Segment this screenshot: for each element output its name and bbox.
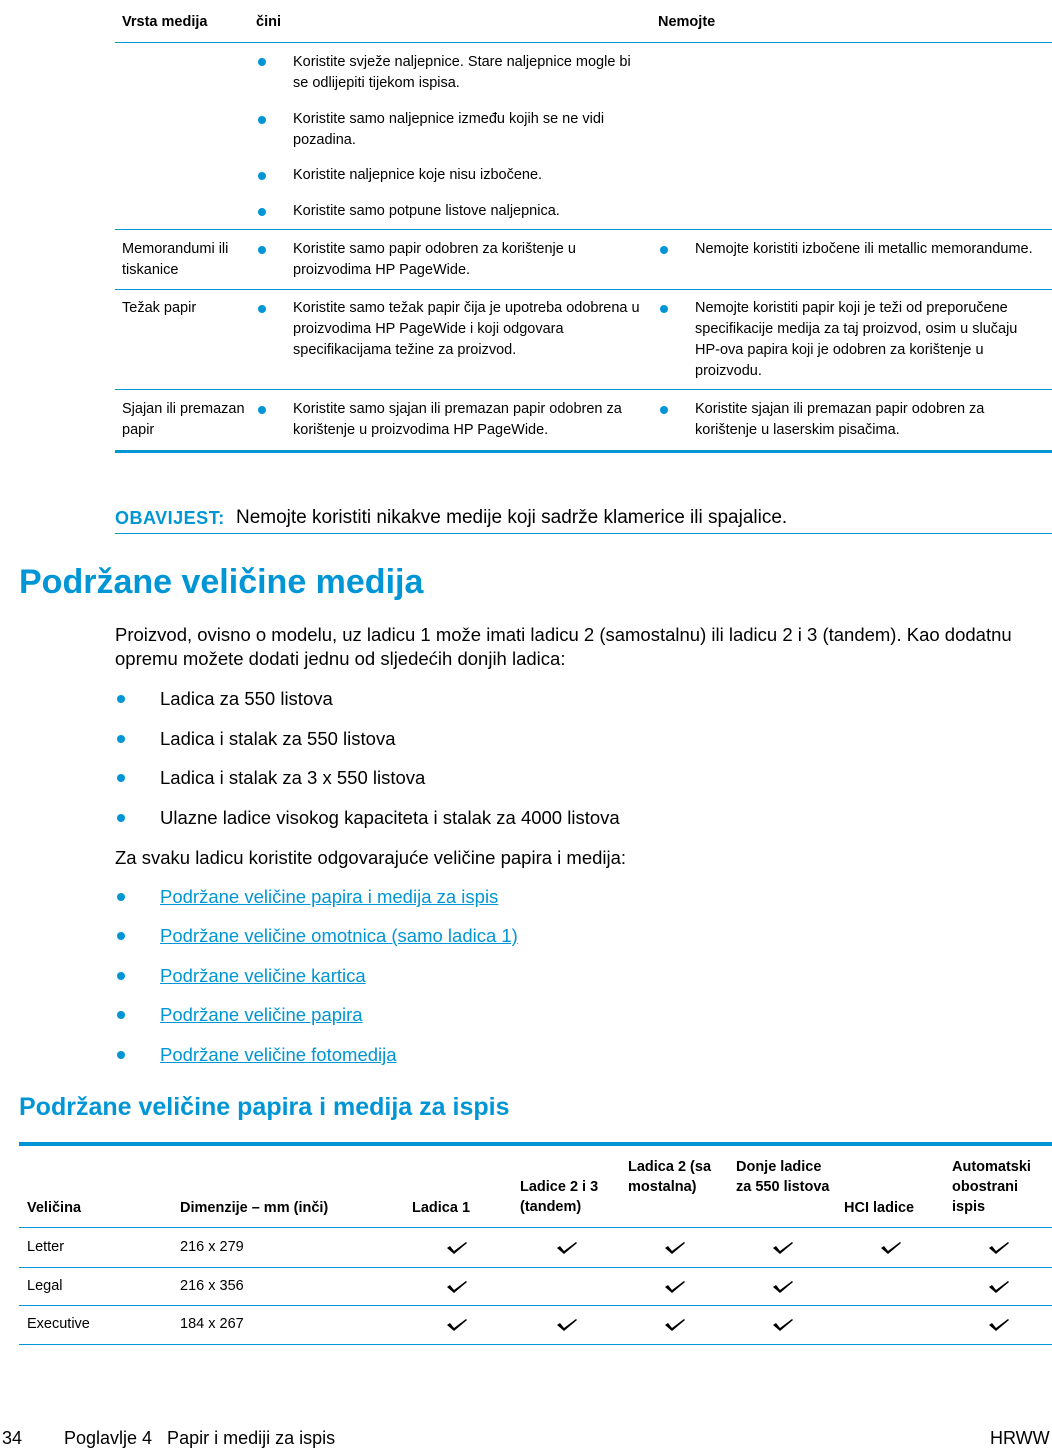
checkmark-icon <box>556 1318 578 1332</box>
col-header-duplex: Automatski obostrani ispis <box>952 1159 1031 1215</box>
checkmark-icon <box>664 1318 686 1332</box>
section-lead: Za svaku ladicu koristite odgovarajuće veličine papira i medija: <box>115 847 627 868</box>
link-paper-sizes[interactable]: Podržane veličine papira <box>160 1004 363 1025</box>
row-divider <box>19 1305 1052 1306</box>
table-row-dont: Nemojte koristiti papir koji je teži od preporučene specifikacije medija za taj proizvod, osim u slučaju HP-ova papira koji je odobren za korištenje u proizvodu. <box>695 300 1018 379</box>
table-row-dont: Nemojte koristiti izbočene ili metallic memorandume. <box>695 241 1033 257</box>
subsection-title: Podržane veličine papira i medija za ispis <box>19 1093 510 1121</box>
bullet-icon <box>117 735 125 743</box>
section-title: Podržane veličine medija <box>19 563 424 601</box>
table-row-size: Legal <box>27 1278 63 1294</box>
table-row-size: Letter <box>27 1239 65 1255</box>
col-header-lower-trays: Donje ladice za 550 listova <box>736 1159 830 1195</box>
notice-text: Nemojte koristiti nikakve medije koji sadrže klamerice ili spajalice. <box>236 507 788 528</box>
bullet-icon <box>117 774 125 782</box>
col-header-size: Veličina <box>27 1200 82 1216</box>
bullet-icon <box>117 695 125 703</box>
row-divider <box>19 1344 1052 1345</box>
list-item: Koristite samo naljepnice između kojih se ne vidi pozadina. <box>293 111 605 148</box>
col-header-media-type: Vrsta medija <box>122 14 208 30</box>
checkmark-icon <box>446 1241 468 1255</box>
col-header-do: čini <box>256 14 281 30</box>
table-row-do: Koristite samo sjajan ili premazan papir odobren za korištenje u proizvodima HP PageWide. <box>293 401 622 438</box>
col-header-dont: Nemojte <box>658 14 716 30</box>
table-row-dims: 184 x 267 <box>180 1316 244 1332</box>
list-item: Koristite samo potpune listove naljepnica. <box>293 203 560 219</box>
section-intro: Proizvod, ovisno o modelu, uz ladicu 1 može imati ladicu 2 (samostalnu) ili ladicu 2 i 3 (tandem). Kao dodatnu opremu možete dodati jednu od sljedećih donjih ladica: <box>115 624 1012 669</box>
bullet-icon <box>258 406 266 414</box>
link-card-sizes[interactable]: Podržane veličine kartica <box>160 965 366 986</box>
checkmark-icon <box>664 1280 686 1294</box>
link-paper-media-sizes[interactable]: Podržane veličine papira i medija za ispis <box>160 886 499 907</box>
table-header-rule <box>19 1227 1052 1228</box>
bullet-icon <box>258 305 266 313</box>
document-code: HRWW <box>990 1428 1050 1448</box>
notice-rule <box>115 533 1052 534</box>
table-row-dont: Koristite sjajan ili premazan papir odobren za korištenje u laserskim pisačima. <box>695 401 985 438</box>
chapter-title: Poglavlje 4 Papir i mediji za ispis <box>64 1428 336 1448</box>
checkmark-icon <box>880 1241 902 1255</box>
checkmark-icon <box>446 1280 468 1294</box>
col-header-dimensions: Dimenzije – mm (inči) <box>180 1200 329 1216</box>
table-row-type: Težak papir <box>122 300 197 316</box>
bullet-icon <box>258 116 266 124</box>
subsection-rule <box>19 1142 1052 1146</box>
col-header-hci: HCI ladice <box>844 1200 915 1216</box>
table-row-dims: 216 x 279 <box>180 1239 244 1255</box>
bullet-icon <box>117 972 125 980</box>
link-photo-media-sizes[interactable]: Podržane veličine fotomedija <box>160 1044 397 1065</box>
bullet-icon <box>258 208 266 216</box>
row-divider <box>115 289 1052 290</box>
list-item: Ladica i stalak za 3 x 550 listova <box>160 767 426 788</box>
checkmark-icon <box>988 1241 1010 1255</box>
page-number: 34 <box>2 1428 23 1448</box>
checkmark-icon <box>446 1318 468 1332</box>
bullet-icon <box>660 246 668 254</box>
list-item: Ulazne ladice visokog kapaciteta i stalak za 4000 listova <box>160 807 620 828</box>
table-row-type: Memorandumi ili tiskanice <box>122 241 229 278</box>
list-item: Koristite naljepnice koje nisu izbočene. <box>293 167 543 183</box>
bullet-icon <box>117 1051 125 1059</box>
checkmark-icon <box>556 1241 578 1255</box>
bullet-icon <box>117 814 125 822</box>
row-divider <box>115 389 1052 390</box>
link-envelope-sizes[interactable]: Podržane veličine omotnica (samo ladica 1) <box>160 925 518 946</box>
bullet-icon <box>258 58 266 66</box>
col-header-tray2: Ladica 2 (samostalna) <box>628 1159 712 1195</box>
bullet-icon <box>258 246 266 254</box>
bullet-icon <box>117 893 125 901</box>
table-bottom-rule <box>115 450 1052 453</box>
table-row-dims: 216 x 356 <box>180 1278 244 1294</box>
notice-label: OBAVIJEST: <box>115 508 225 528</box>
bullet-icon <box>117 932 125 940</box>
table-row-do: Koristite samo težak papir čija je upotreba odobrena u proizvodima HP PageWide i koji odgovara specifikacijama težine za proizvod. <box>293 300 640 358</box>
bullet-icon <box>117 1011 125 1019</box>
checkmark-icon <box>772 1241 794 1255</box>
row-divider <box>19 1267 1052 1268</box>
col-header-tray23: Ladice 2 i 3 (tandem) <box>520 1179 599 1215</box>
list-item: Koristite svježe naljepnice. Stare naljepnice mogle bi se odlijepiti tijekom ispisa. <box>293 54 631 91</box>
table-header-rule <box>115 42 1052 43</box>
table-row-type: Sjajan ili premazan papir <box>122 401 245 438</box>
checkmark-icon <box>988 1280 1010 1294</box>
checkmark-icon <box>664 1241 686 1255</box>
table-row-do: Koristite samo papir odobren za korištenje u proizvodima HP PageWide. <box>293 241 576 278</box>
bullet-icon <box>660 305 668 313</box>
checkmark-icon <box>772 1280 794 1294</box>
list-item: Ladica za 550 listova <box>160 688 333 709</box>
list-item: Ladica i stalak za 550 listova <box>160 728 396 749</box>
table-row-size: Executive <box>27 1316 90 1332</box>
checkmark-icon <box>988 1318 1010 1332</box>
bullet-icon <box>258 172 266 180</box>
checkmark-icon <box>772 1318 794 1332</box>
col-header-tray1: Ladica 1 <box>412 1200 471 1216</box>
bullet-icon <box>660 406 668 414</box>
row-divider <box>115 229 1052 230</box>
